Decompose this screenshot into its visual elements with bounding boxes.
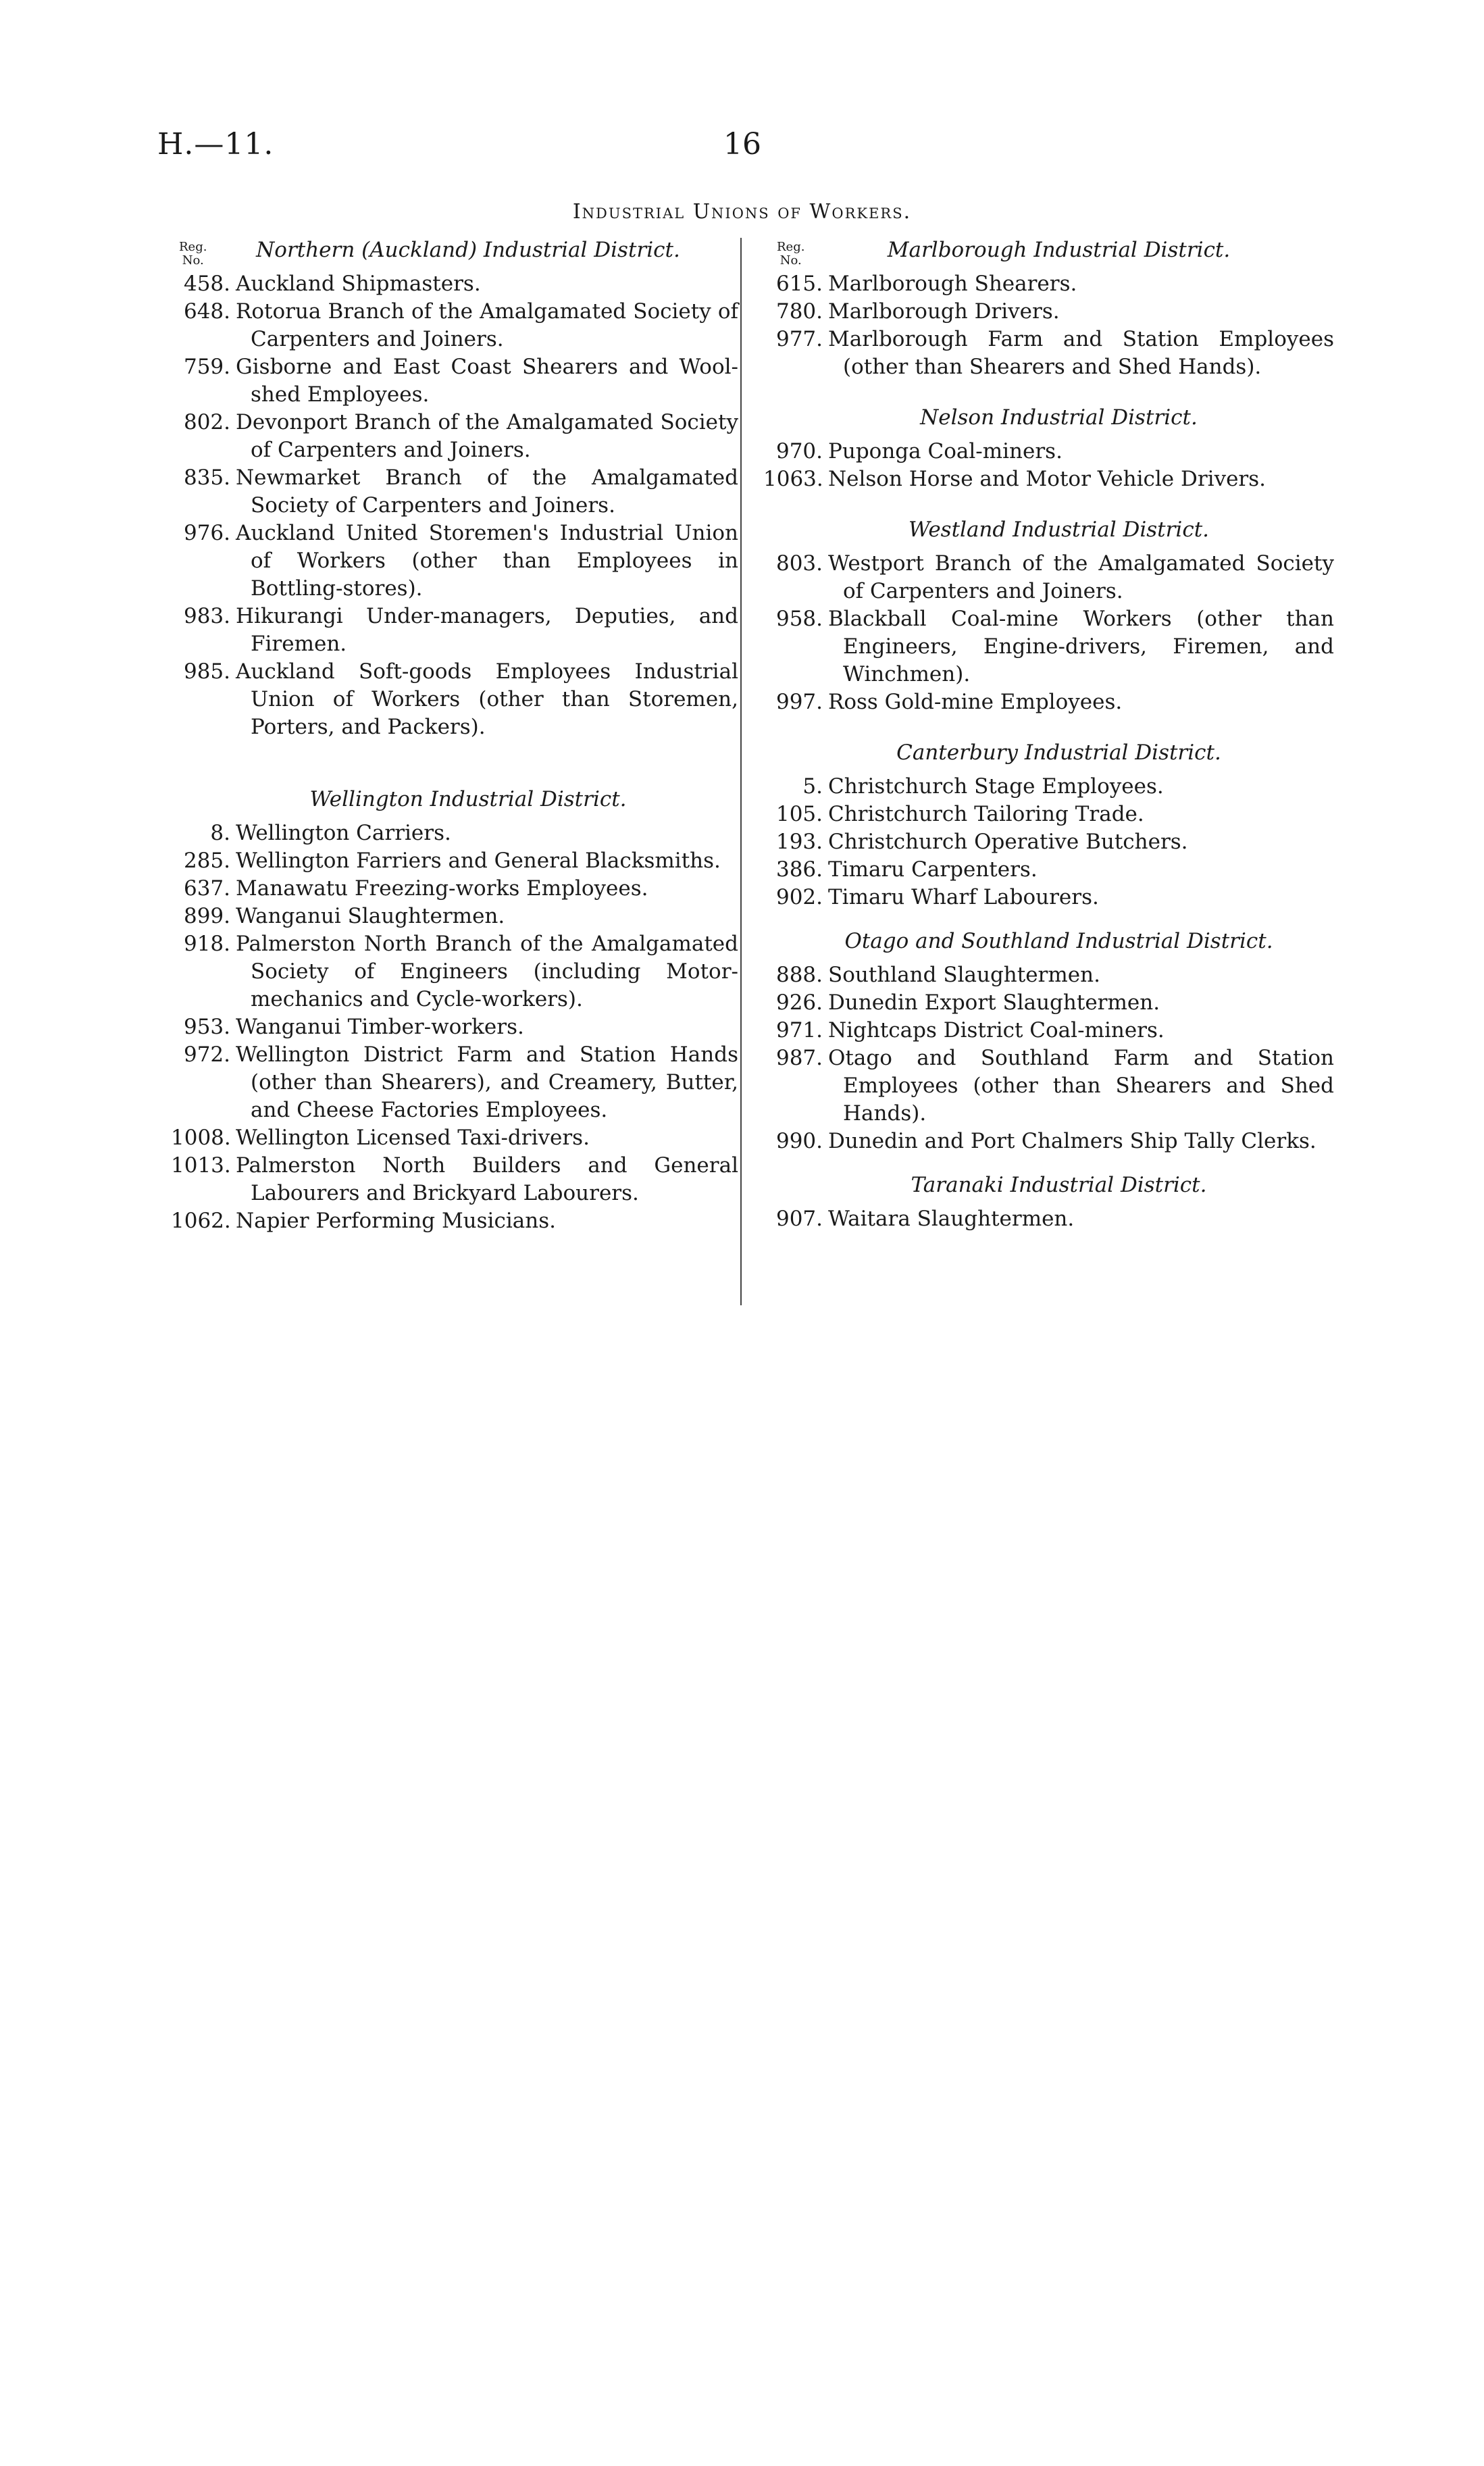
- union-name: Blackball Coal-mine Workers (other than Engineers, Engine-drivers, Firemen, and Winchmen).: [828, 607, 1334, 686]
- reg-heading-line: No.: [779, 253, 802, 268]
- union-entry: [763, 961, 1334, 989]
- reg-number: 926.: [775, 990, 823, 1015]
- union-name: Newmarket Branch of the Amalgamated Society of Carpenters and Joiners.: [236, 465, 738, 518]
- reg-number: 1013.: [171, 1153, 231, 1178]
- section-spacer: [763, 911, 1334, 928]
- union-name: Auckland United Storemen's Industrial Union of Workers (other than Employees in Bottling-stores).: [236, 521, 738, 601]
- union-entry: [171, 820, 738, 847]
- reg-number: 386.: [775, 857, 823, 882]
- reg-number: 802.: [183, 410, 230, 434]
- reg-number: 637.: [183, 876, 230, 901]
- reg-number: 958.: [775, 607, 823, 631]
- union-entry: [763, 465, 1334, 493]
- union-name: Napier Performing Musicians.: [236, 1209, 556, 1233]
- page-number: 16: [723, 127, 761, 161]
- section-spacer: [763, 381, 1334, 404]
- reg-number: 977.: [775, 327, 823, 351]
- section-spacer: [763, 493, 1334, 516]
- union-entry: [171, 270, 738, 298]
- document-reference: H.—11.: [157, 127, 274, 161]
- union-name: Nelson Horse and Motor Vehicle Drivers.: [828, 467, 1266, 491]
- district-heading: Wellington Industrial District.: [309, 787, 627, 811]
- union-name: Christchurch Tailoring Trade.: [828, 802, 1144, 826]
- reg-number: 902.: [775, 885, 823, 909]
- union-entry: [171, 847, 738, 875]
- union-entry: [763, 438, 1334, 465]
- union-name: Wanganui Timber-workers.: [236, 1015, 524, 1039]
- reg-number: 803.: [775, 551, 823, 576]
- section-spacer: [763, 716, 1334, 739]
- right-column: [763, 236, 1334, 1233]
- union-entry: [171, 930, 738, 1013]
- reg-number: 971.: [775, 1018, 823, 1042]
- union-name: Auckland Soft-goods Employees Industrial Union of Workers (other than Storemen, Porters, and Packers).: [236, 659, 738, 739]
- reg-number: 8.: [210, 821, 230, 845]
- page-title: Industrial Unions of Workers.: [572, 200, 912, 224]
- reg-heading-line: No.: [182, 253, 204, 268]
- district-section: [171, 786, 738, 1235]
- district-heading: Nelson Industrial District.: [920, 405, 1198, 430]
- union-name: Puponga Coal-miners.: [828, 439, 1063, 463]
- district-heading: Northern (Auckland) Industrial District.: [256, 238, 680, 262]
- union-entry: [171, 409, 738, 464]
- union-entry: [763, 828, 1334, 856]
- union-entry: [763, 1017, 1334, 1045]
- section-spacer: [171, 741, 738, 786]
- district-heading: Marlborough Industrial District.: [887, 238, 1231, 262]
- reg-number: 983.: [183, 604, 230, 628]
- reg-number: 193.: [775, 830, 823, 854]
- reg-number: 970.: [775, 439, 823, 463]
- district-section: [763, 516, 1334, 716]
- union-name: Marlborough Shearers.: [828, 272, 1077, 296]
- union-entry: [763, 856, 1334, 884]
- union-name: Christchurch Stage Employees.: [828, 774, 1164, 799]
- union-name: Marlborough Drivers.: [828, 299, 1060, 324]
- union-entry: [763, 326, 1334, 381]
- union-name: Rotorua Branch of the Amalgamated Society of Carpenters and Joiners.: [236, 299, 738, 351]
- union-entry: [171, 1124, 738, 1152]
- union-name: Gisborne and East Coast Shearers and Wool-shed Employees.: [236, 355, 738, 407]
- union-name: Wellington District Farm and Station Hands (other than Shearers), and Creamery, Butter, and Cheese Factories Employees.: [236, 1042, 738, 1122]
- union-entry: [763, 1045, 1334, 1128]
- union-entry: [763, 1205, 1334, 1233]
- reg-number: 648.: [183, 299, 230, 324]
- reg-number: 997.: [775, 690, 823, 714]
- union-name: Dunedin and Port Chalmers Ship Tally Clerks.: [828, 1129, 1316, 1153]
- reg-number: 835.: [183, 465, 230, 490]
- district-heading: Otago and Southland Industrial District.: [844, 929, 1273, 953]
- union-name: Marlborough Farm and Station Employees (other than Shearers and Shed Hands).: [828, 327, 1334, 379]
- left-column: [171, 236, 738, 1235]
- reg-number: 899.: [183, 904, 230, 928]
- union-entry: [171, 298, 738, 353]
- union-entry: [171, 353, 738, 409]
- union-name: Christchurch Operative Butchers.: [828, 830, 1188, 854]
- reg-no-heading: [179, 241, 207, 268]
- union-entry: [171, 1041, 738, 1124]
- reg-number: 105.: [775, 802, 823, 826]
- district-heading: Taranaki Industrial District.: [911, 1173, 1207, 1197]
- union-entry: [171, 658, 738, 741]
- reg-number: 972.: [183, 1042, 230, 1067]
- union-name: Manawatu Freezing-works Employees.: [236, 876, 648, 901]
- union-name: Wellington Licensed Taxi-drivers.: [236, 1126, 590, 1150]
- union-entry: [763, 550, 1334, 605]
- reg-number: 285.: [183, 849, 230, 873]
- union-name: Palmerston North Branch of the Amalgamated Society of Engineers (including Motor-mechanics and Cycle-workers).: [236, 932, 738, 1011]
- union-entry: [763, 989, 1334, 1017]
- union-entry: [763, 688, 1334, 716]
- reg-number: 918.: [183, 932, 230, 956]
- union-entry: [171, 603, 738, 658]
- union-entry: [763, 884, 1334, 911]
- union-name: Nightcaps District Coal-miners.: [828, 1018, 1165, 1042]
- reg-number: 615.: [775, 272, 823, 296]
- reg-number: 990.: [775, 1129, 823, 1153]
- page-header: [157, 127, 1319, 174]
- reg-heading-line: Reg.: [179, 240, 207, 254]
- union-name: Ross Gold-mine Employees.: [828, 690, 1123, 714]
- district-heading: Westland Industrial District.: [908, 518, 1210, 542]
- union-entry: [171, 875, 738, 903]
- reg-number: 985.: [183, 659, 230, 684]
- union-entry: [763, 298, 1334, 326]
- union-entry: [763, 270, 1334, 298]
- district-section: [763, 928, 1334, 1155]
- reg-number: 907.: [775, 1207, 823, 1231]
- union-entry: [171, 520, 738, 603]
- union-name: Waitara Slaughtermen.: [828, 1207, 1075, 1231]
- reg-number: 759.: [183, 355, 230, 379]
- reg-number: 888.: [775, 963, 823, 987]
- union-entry: [763, 605, 1334, 688]
- reg-number: 1008.: [171, 1126, 231, 1150]
- reg-number: 987.: [775, 1046, 823, 1070]
- union-name: Westport Branch of the Amalgamated Society of Carpenters and Joiners.: [828, 551, 1334, 603]
- reg-number: 953.: [183, 1015, 230, 1039]
- union-name: Palmerston North Builders and General Labourers and Brickyard Labourers.: [236, 1153, 738, 1205]
- union-name: Wellington Carriers.: [236, 821, 451, 845]
- reg-number: 5.: [802, 774, 823, 799]
- union-name: Auckland Shipmasters.: [236, 272, 481, 296]
- reg-number: 976.: [183, 521, 230, 545]
- union-entry: [763, 773, 1334, 801]
- column-divider: [740, 238, 742, 1305]
- reg-heading-line: Reg.: [777, 240, 805, 254]
- union-name: Wanganui Slaughtermen.: [236, 904, 505, 928]
- union-name: Dunedin Export Slaughtermen.: [828, 990, 1160, 1015]
- reg-number: 1063.: [763, 467, 823, 491]
- district-section: [763, 236, 1334, 381]
- union-entry: [763, 801, 1334, 828]
- union-entry: [171, 1207, 738, 1235]
- union-entry: [171, 464, 738, 520]
- reg-no-heading: [777, 241, 804, 268]
- reg-number: 1062.: [171, 1209, 231, 1233]
- district-section: [763, 1172, 1334, 1233]
- union-entry: [763, 1128, 1334, 1155]
- district-section: [763, 739, 1334, 911]
- union-name: Timaru Wharf Labourers.: [828, 885, 1099, 909]
- union-name: Timaru Carpenters.: [828, 857, 1038, 882]
- district-section: [763, 404, 1334, 493]
- section-spacer: [763, 1155, 1334, 1172]
- union-name: Hikurangi Under-managers, Deputies, and Firemen.: [236, 604, 738, 656]
- district-section: [171, 236, 738, 741]
- district-heading: Canterbury Industrial District.: [896, 740, 1221, 765]
- union-name: Southland Slaughtermen.: [828, 963, 1100, 987]
- reg-number: 780.: [775, 299, 823, 324]
- union-name: Devonport Branch of the Amalgamated Society of Carpenters and Joiners.: [236, 410, 738, 462]
- reg-number: 458.: [183, 272, 230, 296]
- union-entry: [171, 903, 738, 930]
- union-entry: [171, 1013, 738, 1041]
- union-name: Otago and Southland Farm and Station Employees (other than Shearers and Shed Hands).: [828, 1046, 1334, 1126]
- union-entry: [171, 1152, 738, 1207]
- union-name: Wellington Farriers and General Blacksmiths.: [236, 849, 721, 873]
